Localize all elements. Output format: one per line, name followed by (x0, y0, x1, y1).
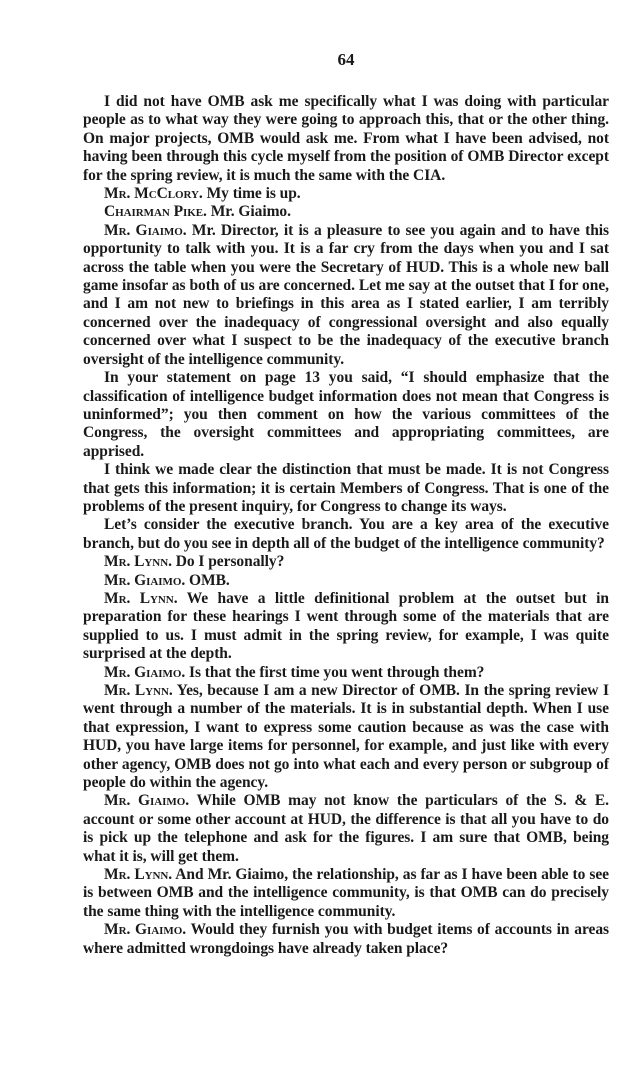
paragraph (83, 664, 609, 682)
paragraph-text: I think we made clear the distinction that must be made. It is not Congress that gets this information; it is certain Members of Congress. That is one of the problems of the present inquiry, for Congress to change its ways. (83, 461, 609, 515)
speaker-name: Mr. Lynn. (104, 553, 172, 571)
paragraph (83, 203, 609, 221)
paragraph (83, 222, 609, 369)
page-number: 64 (337, 50, 355, 69)
paragraph (83, 461, 609, 516)
document-page (83, 50, 609, 958)
paragraph-text: And Mr. Giaimo, the relationship, as far as I have been able to see is between OMB and the intelligence community, is that OMB can do precisely the same thing with the intelligence community. (83, 866, 609, 920)
speaker-name: Mr. Lynn. (104, 589, 178, 607)
speaker-name: Chairman Pike. (104, 203, 207, 221)
paragraph (83, 93, 609, 185)
paragraph-text: Let’s consider the executive branch. You are a key area of the executive branch, but do you see in depth all of the budget of the intelligence community? (83, 516, 609, 552)
paragraph-text: Would they furnish you with budget items of accounts in areas where admitted wrongdoings have already taken place? (83, 921, 610, 957)
paragraph-text: Yes, because I am a new Director of OMB. In the spring review I went through a number of the materials. It is in substantial depth. When I use that expression, I want to express some caution because as was the case with HUD, you have large items for personnel, for example, and just like with every other agency, OMB does not go into what each and every person or subgroup of people do within the agency. (83, 682, 609, 792)
paragraph-text: Is that the first time you went through them? (188, 663, 485, 681)
paragraph (83, 369, 609, 461)
speaker-name: Mr. Giaimo. (104, 663, 186, 681)
paragraph-text: In your statement on page 13 you said, “I should emphasize that the classification of intelligence budget information does not mean that Congress is uninformed”; you then comment on how the various committees of the Congress, the oversight committees and appropriating committees, are apprised. (83, 369, 609, 460)
paragraph (83, 590, 609, 664)
paragraph-text: Mr. Giaimo. (210, 203, 291, 221)
speaker-name: Mr. Giaimo. (104, 792, 190, 810)
speaker-name: Mr. Lynn. (104, 682, 173, 699)
paragraph-text: Mr. Director, it is a pleasure to see you again and to have this opportunity to talk with you. It is a far cry from the days when you and I sat across the table when you were the Secretary of HUD. This is a whole new ball game insofar as both of us are concerned. Let me say at the outset that I for one, and I am not new to briefings in this area as I stated earlier, I am terribly concerned over the inadequacy of congressional oversight and also equally concerned over what I suspect to be the inadequacy of the executive branch oversight of the intelligence community. (83, 221, 609, 368)
paragraph (83, 682, 609, 792)
speaker-name: Mr. McClory. (104, 185, 203, 203)
paragraph-text: While OMB may not know the particulars of the S. & E. account or some other account at HUD, the difference is that all you have to do is pick up the telephone and ask for the figures. I am sure that OMB, being what it is, will get them. (83, 792, 609, 865)
paragraph (83, 866, 609, 921)
speaker-name: Mr. Giaimo. (104, 221, 187, 239)
speaker-name: Mr. Giaimo. (104, 571, 186, 589)
paragraph-text: Do I personally? (175, 553, 285, 571)
paragraph-text: OMB. (188, 571, 230, 589)
paragraph (83, 792, 609, 866)
paragraph (83, 516, 609, 553)
paragraph (83, 553, 609, 571)
paragraph (83, 185, 609, 203)
speaker-name: Mr. Giaimo. (104, 921, 187, 939)
speaker-name: Mr. Lynn. (104, 866, 173, 884)
paragraph-text: We have a little definitional problem at the outset but in preparation for these hearings I went through some of the materials that are supplied to us. I must admit in the spring review, for example, I was quite surprised at the depth. (83, 589, 610, 663)
paragraph-text: My time is up. (206, 185, 301, 203)
paragraph (83, 921, 609, 958)
paragraph (83, 572, 609, 590)
paragraph-text: I did not have OMB ask me specifically what I was doing with particular people as to what way they were going to approach this, that or the other thing. On major projects, OMB would ask me. From what I have been advised, not having been through this cycle myself from the position of OMB Director except for the spring review, it is much the same with the CIA. (83, 93, 609, 184)
